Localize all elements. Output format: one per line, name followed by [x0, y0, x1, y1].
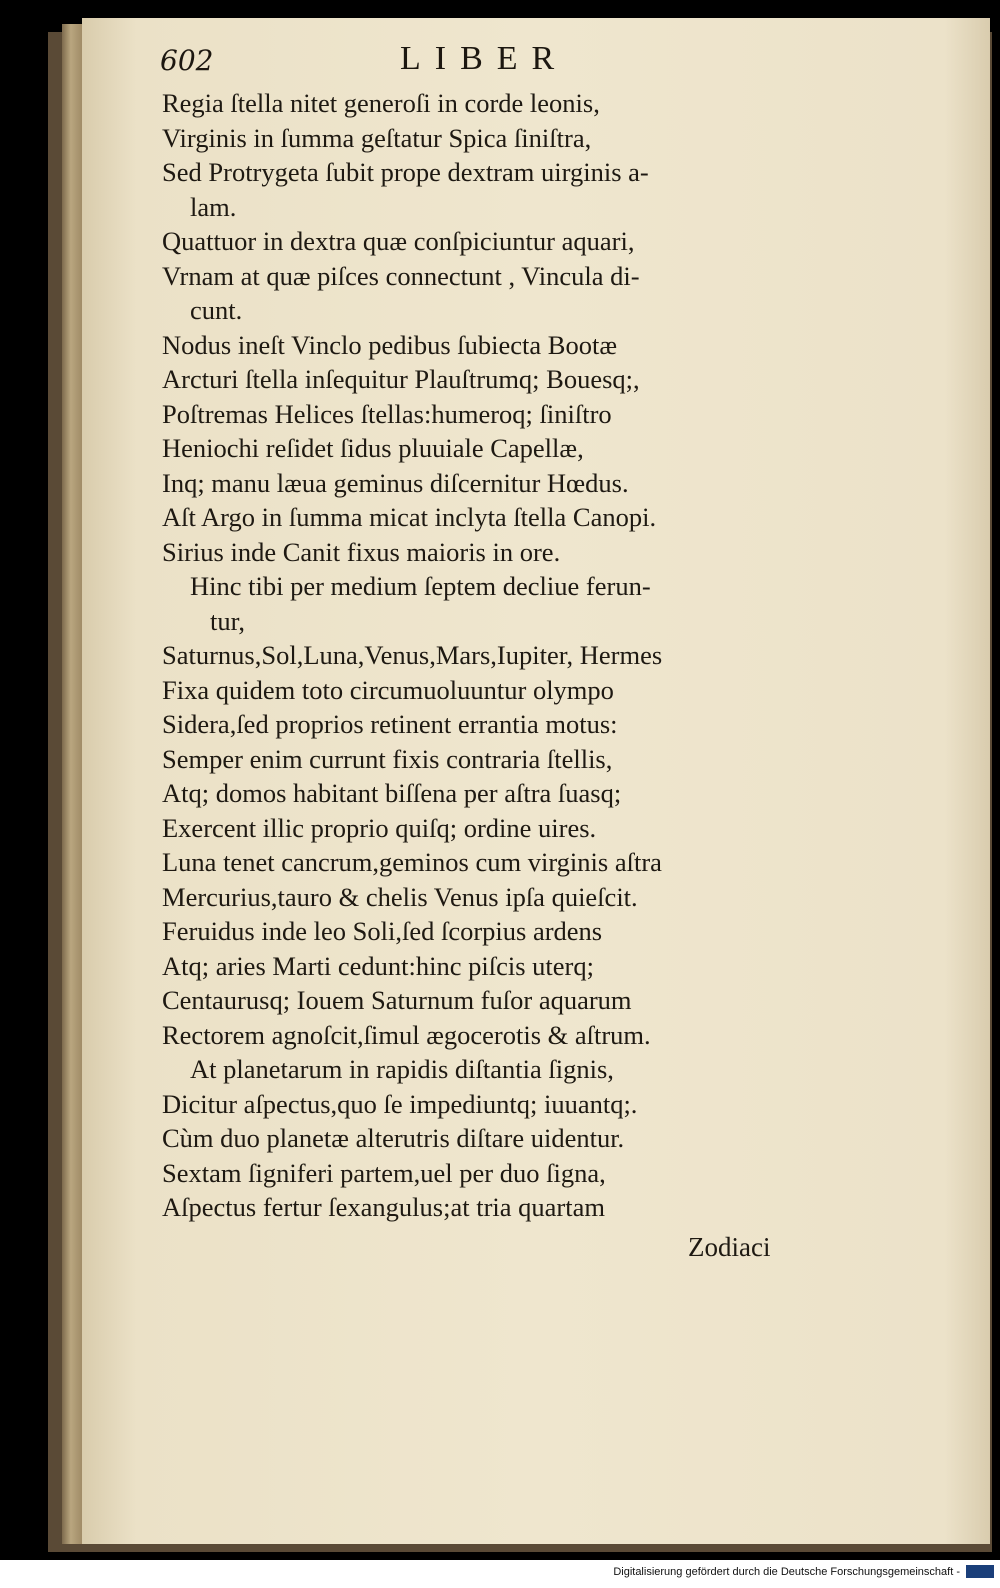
page-stack-edge	[62, 24, 84, 1544]
verse-line: Exercent illic proprio quiſq; ordine uires.	[162, 812, 597, 843]
verse-line: cunt.	[190, 295, 243, 325]
verse-line: lam.	[190, 191, 237, 222]
verse-line: Fixa quidem toto circumuoluuntur olympo	[162, 674, 614, 705]
catchword: Zodiaci	[688, 1232, 771, 1262]
verse-line: Nodus ineſt Vinclo pedibus ſubiecta Bootæ	[162, 329, 618, 360]
verse-line: Dicitur aſpectus,quo ſe impediuntq; iuuantq;.	[162, 1088, 638, 1119]
verse-line: Feruidus inde leo Soli,ſed ſcorpius ardens	[162, 916, 603, 946]
verse-line: At planetarum in rapidis diſtantia ſignis,	[190, 1054, 614, 1084]
verse-line: Sextam ſigniferi partem,uel per duo ſigna,	[162, 1157, 606, 1188]
verse-text-block	[162, 86, 882, 1225]
verse-line: Arcturi ſtella inſequitur Plauſtrumq; Bouesq;,	[162, 364, 640, 394]
verse-line: Cùm duo planetæ alterutris diſtare uidentur.	[162, 1123, 625, 1153]
page-number: 602	[160, 44, 214, 77]
verse-line: Saturnus,Sol,Luna,Venus,Mars,Iupiter, Hermes	[162, 640, 663, 670]
verse-line: tur,	[210, 605, 246, 636]
footer-credit: Digitalisierung gefördert durch die Deutsche Forschungsgemeinschaft -	[613, 1566, 960, 1578]
verse-line: Inq; manu læua geminus diſcernitur Hœdus.	[162, 467, 629, 498]
verse-line: Atq; aries Marti cedunt:hinc piſcis uterq;	[162, 950, 594, 981]
verse-line: Heniochi reſidet ſidus pluuiale Capellæ,	[162, 433, 584, 463]
verse-line: Rectorem agnoſcit,ſimul ægocerotis & aſtrum.	[162, 1019, 651, 1050]
verse-line: Aſt Argo in ſumma micat inclyta ſtella Canopi.	[162, 502, 657, 532]
verse-line: Atq; domos habitant biſſena per aſtra ſuasq;	[162, 778, 622, 808]
verse-line: Quattuor in dextra quæ conſpiciuntur aquari,	[162, 226, 635, 256]
verse-line: Mercurius,tauro & chelis Venus ipſa quieſcit.	[162, 881, 638, 912]
verse-line: Sed Protrygeta ſubit prope dextram uirginis a-	[162, 157, 649, 187]
verse-line: Virginis in ſumma geſtatur Spica ſiniſtra,	[162, 122, 592, 153]
verse-line: Aſpectus fertur ſexangulus;at tria quartam	[162, 1192, 605, 1222]
verse-line: Centaurusq; Iouem Saturnum fuſor aquarum	[162, 985, 632, 1015]
verse-line: Regia ſtella nitet generoſi in corde leonis,	[162, 88, 600, 118]
verse-line: Semper enim currunt fixis contraria ſtellis,	[162, 743, 613, 774]
verse-line: Sirius inde Canit fixus maioris in ore.	[162, 536, 561, 567]
verse-line: Poſtremas Helices ſtellas:humeroq; ſiniſtro	[162, 398, 612, 429]
verse-line: Luna tenet cancrum,geminos cum virginis aſtra	[162, 847, 662, 877]
running-head: LIBER	[400, 40, 569, 77]
verse-line: Hinc tibi per medium ſeptem decliue ferun-	[190, 571, 651, 601]
verse-line: Vrnam at quæ piſces connectunt , Vincula di-	[162, 260, 640, 291]
dfg-logo	[966, 1565, 994, 1578]
verse-line: Sidera,ſed proprios retinent errantia motus:	[162, 709, 618, 739]
